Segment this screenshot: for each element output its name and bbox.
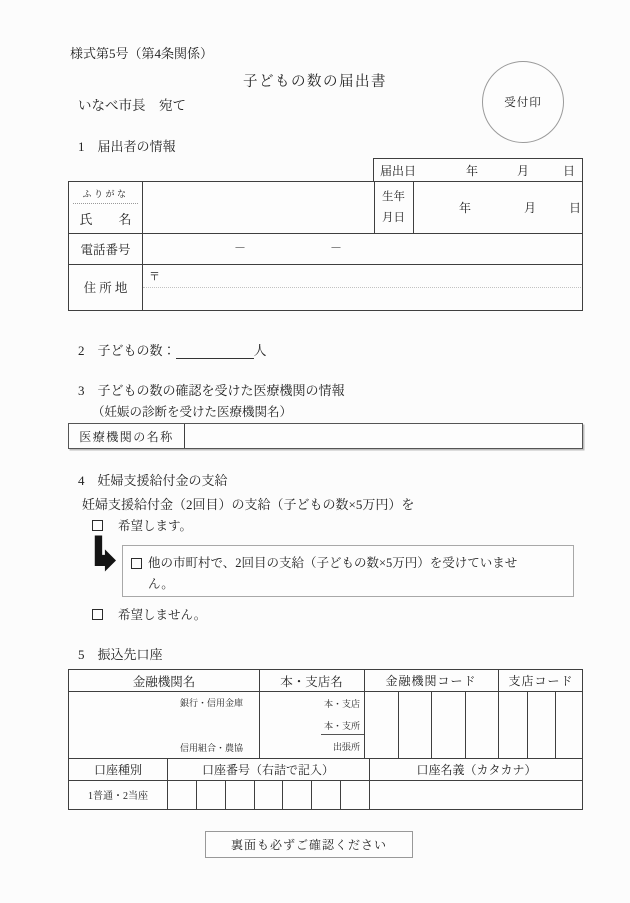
account-number-cell[interactable] [341, 781, 368, 809]
address-input[interactable] [143, 265, 581, 310]
branch-name-input[interactable] [260, 692, 363, 757]
reception-stamp-label: 受付印 [504, 97, 542, 109]
account-type-header: 口座種別 [93, 762, 142, 777]
option-yes-label: 希望します。 [118, 519, 193, 533]
children-count-label: 2 子どもの数： [78, 343, 176, 358]
branch-code-header: 支店コード [508, 674, 574, 688]
unit-day: 日 [569, 201, 582, 215]
bank-type-2: 信用組合・農協 [179, 743, 243, 753]
footer-note: 裏面も必ずご確認ください [230, 838, 387, 852]
condition-line1: 他の市町村で、2回目の支給（子どもの数×5万円）を受けていませ [148, 556, 518, 570]
account-name-header: 口座名義（カタカナ） [416, 762, 537, 777]
financial-institution-header: 金融機関名 [132, 674, 196, 689]
section1-heading: 1 届出者の情報 [78, 139, 176, 154]
children-count-input[interactable] [176, 345, 254, 359]
unit-year: 年 [459, 201, 472, 215]
phone-label: 電話番号 [80, 242, 131, 257]
branch-type-3: 出張所 [332, 742, 360, 752]
branch-code-cell[interactable] [528, 692, 554, 757]
birthdate-label: 生年 月日 [382, 191, 405, 224]
condition-line2: ん。 [148, 577, 174, 591]
condition-box [122, 545, 574, 597]
account-number-cell[interactable] [312, 781, 339, 809]
notification-date-label: 届出日 [380, 164, 417, 178]
account-name-input[interactable] [370, 781, 582, 809]
section3-subheading: （妊娠の診断を受けた医療機関名） [92, 405, 293, 419]
institution-code-cell[interactable] [399, 692, 430, 757]
birthdate-input[interactable] [414, 182, 582, 232]
checkbox-wish-no[interactable] [92, 609, 103, 620]
bank-type-1: 銀行・信用金庫 [179, 698, 243, 708]
account-number-cell[interactable] [226, 781, 253, 809]
reception-stamp-circle [482, 61, 564, 143]
medical-institution-label: 医療機関の名称 [79, 429, 174, 444]
account-number-header: 口座番号（右詰で記入） [201, 762, 334, 777]
arrow-down-right-icon [92, 535, 116, 573]
form-number: 様式第5号（第4条関係） [70, 46, 214, 61]
name-input[interactable] [143, 182, 373, 232]
postal-mark: 〒 [149, 271, 160, 283]
section5-heading: 5 振込先口座 [78, 647, 163, 662]
branch-code-cell[interactable] [556, 692, 582, 757]
option-no-label: 希望しません。 [118, 608, 207, 622]
account-number-cell[interactable] [283, 781, 310, 809]
account-number-cell[interactable] [168, 781, 195, 809]
phone-dash: － [234, 241, 247, 255]
unit-month: 月 [524, 201, 537, 215]
account-number-cell[interactable] [255, 781, 281, 809]
account-type-options[interactable]: 1普通・2当座 [88, 791, 148, 802]
medical-institution-input[interactable] [185, 424, 582, 448]
bank-account-table [68, 669, 583, 810]
name-label: 氏 名 [79, 211, 132, 227]
furigana-divider [73, 203, 138, 204]
account-number-cell[interactable] [197, 781, 224, 809]
branch-type-2: 本・支所 [323, 721, 360, 731]
bank-name-input[interactable] [69, 692, 258, 757]
branch-name-header: 本・支店名 [280, 674, 343, 689]
unit-year: 年 [466, 164, 479, 178]
section4-heading: 4 妊婦支援給付金の支給 [78, 473, 228, 488]
footer-note-box [205, 831, 413, 858]
applicant-table [68, 181, 583, 311]
institution-code-header: 金融機関コード [385, 674, 477, 688]
section4-intro: 妊婦支援給付金（2回目）の支給（子どもの数×5万円）を [82, 497, 415, 512]
checkbox-wish-yes[interactable] [92, 520, 103, 531]
checkbox-no-other-payment[interactable] [131, 558, 142, 569]
phone-input[interactable] [143, 234, 581, 263]
branch-type-1: 本・支店 [323, 699, 360, 709]
section2-line [78, 340, 267, 359]
children-count-unit: 人 [253, 343, 267, 358]
unit-day: 日 [563, 164, 576, 178]
institution-code-cell[interactable] [466, 692, 497, 757]
notification-date-box [373, 158, 583, 181]
address-label: 住 所 地 [83, 281, 128, 295]
section3-heading: 3 子どもの数の確認を受けた医療機関の情報 [78, 383, 345, 398]
unit-month: 月 [517, 164, 530, 178]
branch-code-cell[interactable] [499, 692, 526, 757]
institution-code-cell[interactable] [432, 692, 464, 757]
notification-date-input[interactable] [414, 159, 574, 181]
addressee: いなべ市長 宛て [78, 98, 186, 113]
furigana-label: ふりがな [82, 188, 129, 199]
page-title: 子どもの数の届出書 [243, 74, 387, 90]
institution-code-cell[interactable] [365, 692, 397, 757]
medical-institution-table [68, 423, 583, 449]
phone-dash: － [330, 241, 343, 255]
